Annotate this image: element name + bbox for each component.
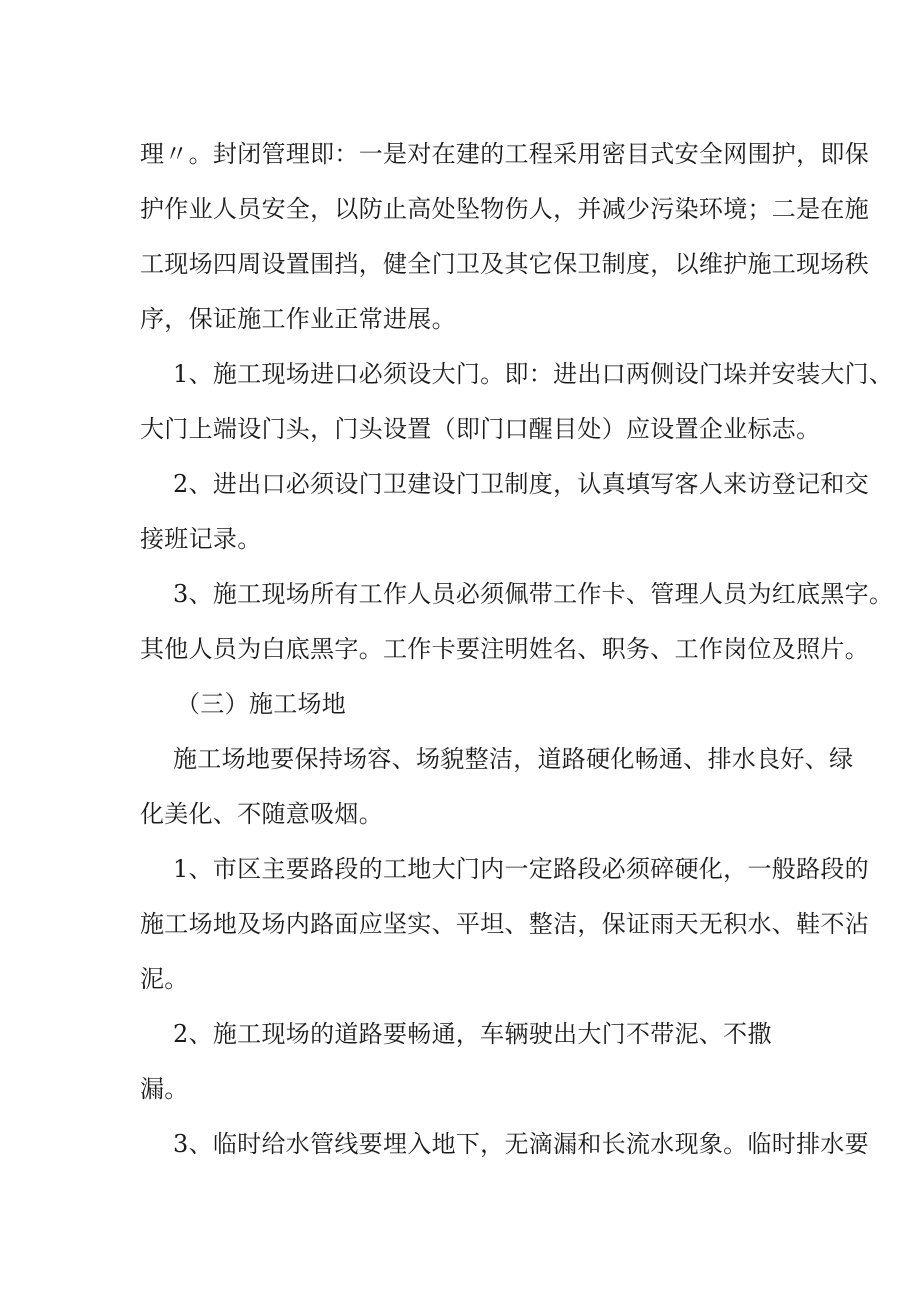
text-line: 施工场地要保持场容、场貌整洁，道路硬化畅通、排水良好、绿 xyxy=(173,745,854,773)
text-line: 工现场四周设置围挡，健全门卫及其它保卫制度，以维护施工现场秩 xyxy=(140,250,869,278)
section-heading: （三）施工场地 xyxy=(176,690,347,718)
text-line: 1、施工现场进口必须设大门。即：进出口两侧设门垛并安装大门、 xyxy=(173,360,894,388)
text-line: 泥。 xyxy=(140,965,189,993)
text-line: 护作业人员安全，以防止高处坠物伤人，并减少污染环境；二是在施 xyxy=(140,195,869,223)
text-line: 漏。 xyxy=(140,1075,189,1103)
text-line: 接班记录。 xyxy=(140,525,262,553)
text-line: 2、进出口必须设门卫建设门卫制度，认真填写客人来访登记和交 xyxy=(173,470,869,498)
text-line: 序，保证施工作业正常进展。 xyxy=(140,305,456,333)
text-line: 3、施工现场所有工作人员必须佩带工作卡、管理人员为红底黑字。 xyxy=(173,580,894,608)
text-line: 化美化、不随意吸烟。 xyxy=(140,800,383,828)
text-line: 大门上端设门头，门头设置（即门口醒目处）应设置企业标志。 xyxy=(140,415,821,443)
text-line: 2、施工现场的道路要畅通，车辆驶出大门不带泥、不撒 xyxy=(173,1020,772,1048)
text-line: 1、市区主要路段的工地大门内一定路段必须碎硬化，一般路段的 xyxy=(173,855,869,883)
text-line: 施工场地及场内路面应坚实、平坦、整洁，保证雨天无积水、鞋不沾 xyxy=(140,910,869,938)
text-line: 其他人员为白底黑字。工作卡要注明姓名、职务、工作岗位及照片。 xyxy=(140,635,869,663)
text-line: 3、临时给水管线要埋入地下，无滴漏和长流水现象。临时排水要 xyxy=(173,1130,869,1158)
text-line: 理〃。封闭管理即：一是对在建的工程采用密目式安全网围护，即保 xyxy=(140,140,869,168)
